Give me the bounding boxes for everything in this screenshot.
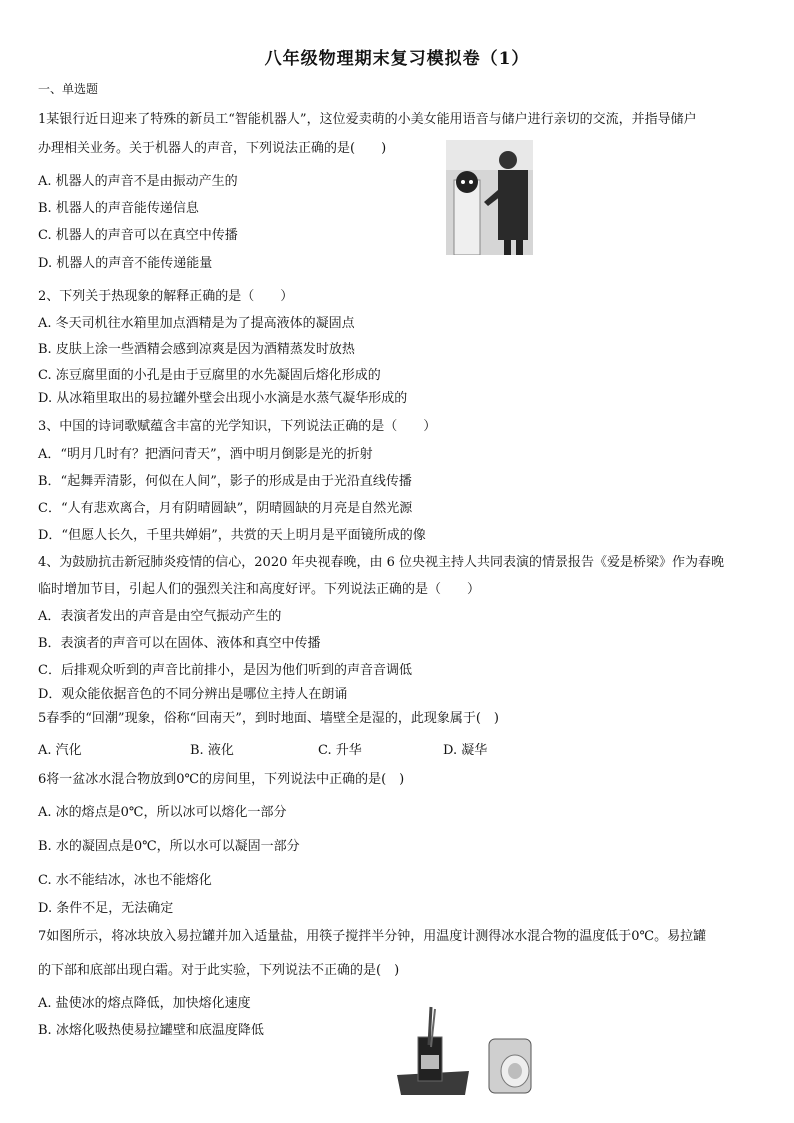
question-4-option-c: C．后排观众听到的声音比前排小，是因为他们听到的声音音调低 [38, 663, 412, 678]
question-7-line-2: 的下部和底部出现白霜。对于此实验，下列说法不正确的是( ) [38, 963, 400, 978]
question-4-line-1: 4、为鼓励抗击新冠肺炎疫情的信心，2020 年央视春晚，由 6 位央视主持人共同表演的情景报告《爱是桥梁》作为春晚 [38, 555, 725, 570]
question-4-option-d: D．观众能依据音色的不同分辨出是哪位主持人在朗诵 [38, 687, 348, 702]
robot-photo [446, 140, 533, 255]
question-5-option-b: B. 液化 [190, 743, 234, 758]
can-stirring-photo [393, 1005, 473, 1097]
question-7-option-a: A. 盐使冰的熔点降低，加快熔化速度 [38, 996, 251, 1011]
question-3-option-d: D．“但愿人长久，千里共婵娟”，共赏的天上明月是平面镜所成的像 [38, 528, 426, 543]
question-2-option-c: C. 冻豆腐里面的小孔是由于豆腐里的水先凝固后熔化形成的 [38, 368, 381, 383]
question-5-option-a: A. 汽化 [38, 743, 82, 758]
question-3-line-1: 3、中国的诗词歌赋蕴含丰富的光学知识，下列说法正确的是（ ） [38, 419, 437, 434]
question-6-option-d: D. 条件不足，无法确定 [38, 901, 174, 916]
question-4-option-b: B．表演者的声音可以在固体、液体和真空中传播 [38, 636, 321, 651]
question-3-option-c: C．“人有悲欢离合，月有阴晴圆缺”，阴晴圆缺的月亮是自然光源 [38, 501, 413, 516]
question-6-option-c: C. 水不能结冰，冰也不能熔化 [38, 873, 212, 888]
question-3-option-b: B．“起舞弄清影，何似在人间”，影子的形成是由于光沿直线传播 [38, 474, 412, 489]
question-2-option-a: A. 冬天司机往水箱里加点酒精是为了提高液体的凝固点 [38, 316, 355, 331]
page-title: 八年级物理期末复习模拟卷（1） [264, 49, 530, 69]
question-5-option-c: C. 升华 [318, 743, 362, 758]
question-5-line-1: 5春季的“回潮”现象，俗称“回南天”，到时地面、墙壁全是湿的，此现象属于( ) [38, 711, 499, 726]
question-7-option-b: B. 冰熔化吸热使易拉罐壁和底温度降低 [38, 1023, 264, 1038]
question-1-option-a: A. 机器人的声音不是由振动产生的 [38, 174, 238, 189]
question-2-option-b: B. 皮肤上涂一些酒精会感到凉爽是因为酒精蒸发时放热 [38, 342, 355, 357]
question-3-option-a: A．“明月几时有？把酒问青天”，酒中明月倒影是光的折射 [38, 447, 373, 462]
question-6-option-b: B. 水的凝固点是0℃，所以水可以凝固一部分 [38, 839, 300, 854]
question-1-option-c: C. 机器人的声音可以在真空中传播 [38, 228, 238, 243]
question-6-line-1: 6将一盆冰水混合物放到0℃的房间里，下列说法中正确的是( ) [38, 772, 405, 787]
question-6-option-a: A. 冰的熔点是0℃，所以冰可以熔化一部分 [38, 805, 287, 820]
question-1-line-2: 办理相关业务。关于机器人的声音，下列说法正确的是( ) [38, 141, 387, 156]
section-heading: 一、单选题 [38, 82, 99, 96]
question-4-option-a: A．表演者发出的声音是由空气振动产生的 [38, 609, 282, 624]
question-5-option-d: D. 凝华 [443, 743, 488, 758]
question-4-line-2: 临时增加节目，引起人们的强烈关注和高度好评。下列说法正确的是（ ） [38, 582, 481, 597]
question-1-option-b: B. 机器人的声音能传递信息 [38, 201, 199, 216]
question-1-line-1: 1某银行近日迎来了特殊的新员工“智能机器人”，这位爱卖萌的小美女能用语音与储户进行亲切的交流，并指导储户 [38, 112, 697, 127]
can-frost-photo [485, 1035, 535, 1097]
question-7-line-1: 7如图所示，将冰块放入易拉罐并加入适量盐，用筷子搅拌半分钟，用温度计测得冰水混合物的温度低于0℃。易拉罐 [38, 929, 707, 944]
question-2-line-1: 2、下列关于热现象的解释正确的是（ ） [38, 289, 294, 304]
question-2-option-d: D. 从冰箱里取出的易拉罐外壁会出现小水滴是水蒸气凝华形成的 [38, 391, 408, 406]
question-1-option-d: D. 机器人的声音不能传递能量 [38, 256, 213, 271]
